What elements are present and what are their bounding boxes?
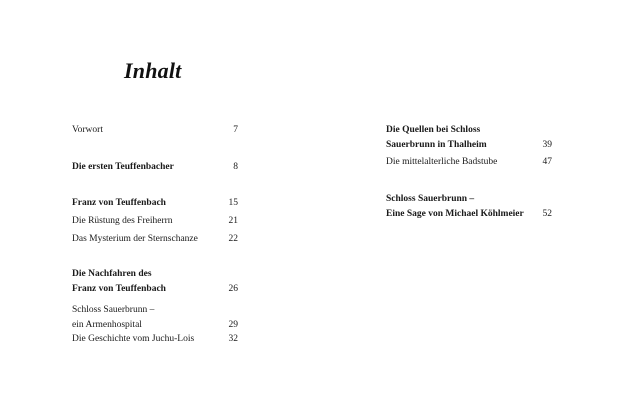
toc-entry-title-line: Die Quellen bei Schloss bbox=[386, 125, 481, 135]
toc-entry-page: 39 bbox=[542, 140, 552, 150]
toc-entry bbox=[72, 160, 238, 175]
toc-entry bbox=[386, 155, 552, 170]
toc-entry bbox=[386, 123, 552, 153]
toc-entry bbox=[72, 196, 238, 211]
toc-entry-title: Die mittelalterliche Badstube bbox=[386, 157, 498, 167]
toc-entry bbox=[72, 332, 238, 347]
toc-entry-title-line: Schloss Sauerbrunn – bbox=[386, 194, 475, 204]
toc-entry-page: 22 bbox=[228, 234, 238, 244]
toc-entry-title: Vorwort bbox=[72, 125, 103, 135]
toc-entry bbox=[72, 123, 238, 138]
toc-entry-title: Die ersten Teuffenbacher bbox=[72, 162, 174, 172]
toc-entry-page: 47 bbox=[542, 157, 552, 167]
toc-entry-page: 32 bbox=[228, 334, 238, 344]
toc-entry bbox=[386, 192, 552, 222]
toc-entry bbox=[72, 232, 238, 247]
toc-entry-page: 26 bbox=[228, 284, 238, 294]
toc-entry-page: 7 bbox=[233, 125, 238, 135]
toc-entry-title-line: Franz von Teuffenbach bbox=[72, 284, 166, 294]
toc-entry-title: Die Rüstung des Freiherrn bbox=[72, 216, 173, 226]
toc-entry-title-line: ein Armenhospital bbox=[72, 320, 142, 330]
toc-entry bbox=[72, 303, 238, 333]
toc-entry-title: Das Mysterium der Sternschanze bbox=[72, 234, 198, 244]
page-title: Inhalt bbox=[124, 58, 182, 83]
toc-entry-title-line: Eine Sage von Michael Köhlmeier bbox=[386, 209, 524, 219]
toc-entry bbox=[72, 267, 238, 297]
toc-entry-title: Die Geschichte vom Juchu-Lois bbox=[72, 334, 195, 344]
toc-entry-page: 21 bbox=[228, 216, 238, 226]
toc-entry-title-line: Die Nachfahren des bbox=[72, 269, 152, 279]
toc-entry-page: 52 bbox=[542, 209, 552, 219]
toc-entry-page: 29 bbox=[228, 320, 238, 330]
toc-entry bbox=[72, 214, 238, 229]
toc-entry-title: Franz von Teuffenbach bbox=[72, 198, 166, 208]
toc-entry-title-line: Schloss Sauerbrunn – bbox=[72, 305, 155, 315]
toc-entry-page: 15 bbox=[228, 198, 238, 208]
toc-entry-title-line: Sauerbrunn in Thalheim bbox=[386, 140, 487, 150]
toc-entry-page: 8 bbox=[233, 162, 238, 172]
